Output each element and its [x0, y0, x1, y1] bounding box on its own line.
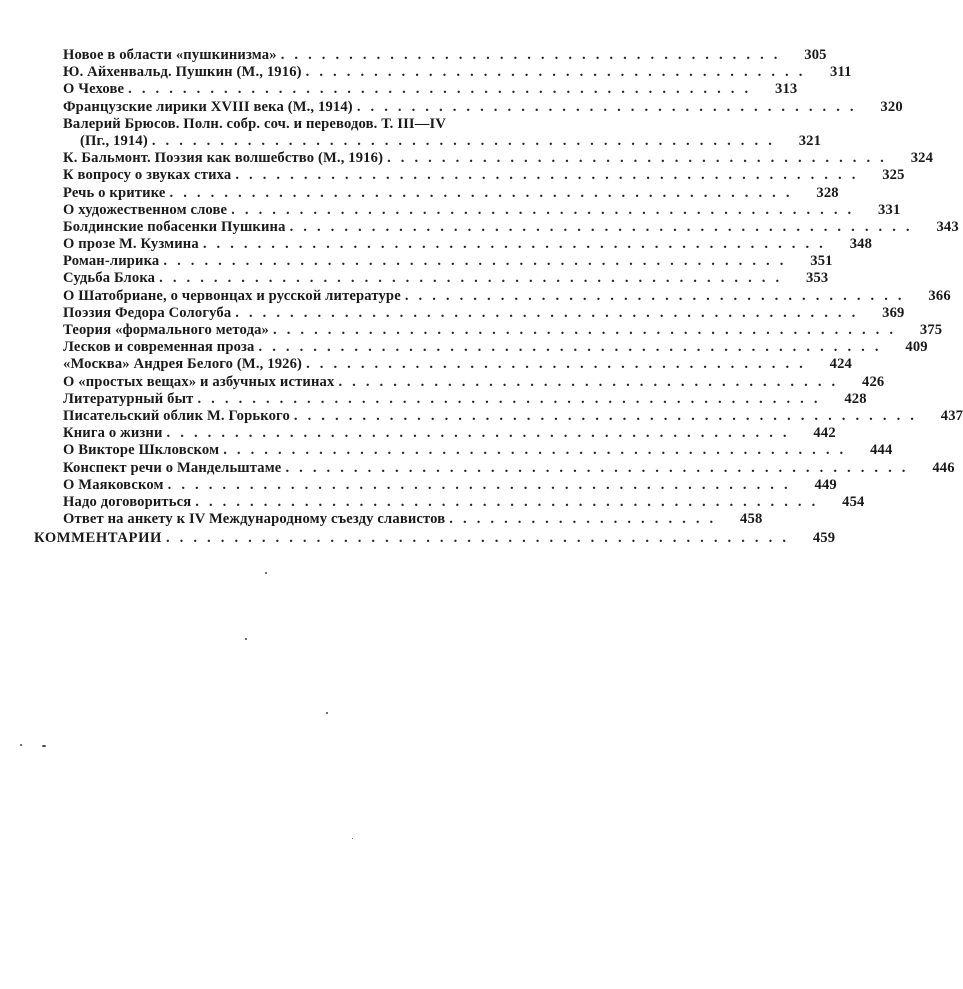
toc-entry	[0, 167, 905, 184]
scan-speck	[245, 638, 247, 640]
toc-entry	[0, 459, 955, 477]
dot-leader: . . . . . . . . . . . . . . . . . . . . . . . . . . . . . . . . . . . . . . . . . . . . . .	[258, 339, 882, 356]
toc-entry-title: «Москва» Андрея Белого (М., 1926)	[63, 356, 303, 373]
toc-entry-page: 348	[849, 236, 873, 253]
toc-entry	[0, 493, 865, 511]
dot-leader: . . . . . . . . . . . . . . . . . . . . . . . . . . . . . . . . . . . . . . . . . . . . . .	[285, 459, 909, 476]
toc-entry-title: КОММЕНТАРИИ	[34, 530, 162, 547]
toc-entry-page: 351	[810, 253, 833, 270]
dot-leader: . . . . . . . . . . . . . . . . . . . . . . . . . . . . . . . . . . . . .	[356, 98, 857, 115]
scan-speck	[42, 745, 46, 747]
toc-entry	[0, 304, 905, 322]
dot-leader: . . . . . . . . . . . . . . . . . . . . . . . . . . . . . . . . . . . . . . . . . . . . . .	[165, 530, 790, 547]
scan-speck	[20, 744, 22, 746]
toc-entry-title: Лесков и современная проза	[63, 339, 255, 356]
dot-leader: . . . . . . . . . . . . . . . . . . . . . . . . . . . . . . . . . . . . . . . . . . . . . .	[235, 304, 859, 321]
toc-entry	[0, 218, 959, 236]
dot-leader: . . . . . . . . . . . . . . . . . . . . . . . . . . . . . . . . . . . . .	[280, 47, 781, 63]
toc-entry-title: Ответ на анкету к IV Международному съезду славистов	[63, 511, 446, 528]
toc-entry	[0, 356, 852, 373]
toc-entry-title: (Пг., 1914)	[80, 132, 148, 149]
toc-entry-page: 311	[830, 64, 852, 81]
toc-entry	[0, 339, 928, 356]
toc-entry	[0, 116, 630, 133]
toc-entry-title: Писательский облик М. Горького	[63, 407, 290, 424]
dot-leader: . . . . . . . . . . . . . . . . . . . . . . . . . . . . . . . . . . . . . . . . . . . . . .	[195, 493, 819, 510]
toc-entry-page: 442	[813, 425, 836, 442]
toc-entry	[0, 442, 893, 459]
dot-leader: . . . . . . . . . . . . . . . . . . . . . . . . . . . . . . . . . . . . . . . . . . . . . .	[235, 167, 859, 184]
toc-entry	[0, 511, 763, 528]
dot-leader: . . . . . . . . . . . . . . . . . . . . . . . . . . . . . . . . . . . . . . . . . . . . . .	[273, 322, 897, 338]
toc-entry-title: Ю. Айхенвальд. Пушкин (М., 1916)	[63, 64, 302, 81]
toc-entry-page: 366	[928, 287, 951, 304]
toc-entry-page: 375	[919, 322, 943, 338]
toc-entry-page: 409	[905, 339, 928, 356]
toc-entry-page: 324	[910, 150, 934, 167]
toc-entry-page: 426	[862, 373, 885, 390]
toc-entry-title: Литературный быт	[63, 390, 194, 407]
toc-entry-title: О Маяковском	[63, 476, 164, 493]
toc-entry-page: 305	[804, 47, 827, 63]
toc-entry-title: О Чехове	[63, 81, 125, 98]
scan-speck	[265, 572, 267, 574]
toc-entry	[0, 476, 837, 494]
toc-entry-title: Роман-лирика	[63, 253, 160, 270]
toc-entry	[0, 287, 951, 305]
dot-leader: . . . . . . . . . . . . . . . . . . . . . . . . . . . . . . . . . . . . . . . . . . . . . .	[169, 184, 793, 201]
toc-entry-title: Надо договориться	[63, 493, 192, 510]
toc-entry-page: 458	[740, 511, 763, 528]
toc-entry-page: 320	[880, 98, 903, 115]
toc-entry-title: Французские лирики XVIII века (М., 1914)	[63, 98, 353, 115]
toc-entry-title: Валерий Брюсов. Полн. собр. соч. и переводов. Т. III—IV	[63, 115, 447, 132]
toc-entry-page: 353	[806, 270, 829, 287]
toc-entry-page: 446	[932, 459, 955, 476]
dot-leader: . . . . . . . . . . . . . . . . . . . . . . . . . . . . . . . . . . . . . . . . . . . . . .	[223, 442, 847, 459]
scan-speck	[326, 712, 328, 714]
toc-entry-continuation	[0, 132, 822, 150]
toc-entry-page: 428	[844, 390, 867, 407]
toc-entry	[0, 201, 901, 219]
toc-entry-title: О художественном слове	[63, 201, 228, 218]
toc-entry-page: 454	[842, 493, 865, 510]
toc-entry-page: 369	[882, 304, 905, 321]
dot-leader: . . . . . . . . . . . . . . . . . . . . . . . . . . . . . . . . . . . . . . . . . . . . . .	[293, 407, 918, 424]
toc-entry-title: О Викторе Шкловском	[63, 442, 220, 459]
toc-entry-title: О «простых вещах» и азбучных истинах	[63, 373, 335, 390]
dot-leader: . . . . . . . . . . . . . . . . . . . . . . . . . . . . . . . . . . . . . . . . . . . . . .	[159, 270, 783, 287]
toc-entry	[0, 270, 829, 287]
toc-entry-title: Конспект речи о Мандельштаме	[63, 459, 282, 476]
toc-entry	[0, 47, 827, 64]
toc-entry-page: 459	[812, 530, 836, 547]
toc-entry-title: Поэзия Федора Сологуба	[63, 304, 232, 321]
toc-entry-title: О прозе М. Кузмина	[63, 236, 199, 253]
dot-leader: . . . . . . . . . . . . . . . . . . . . . . . . . . . . . . . . . . . . . . . . . . . . . .	[167, 476, 791, 493]
toc-entry	[0, 184, 839, 202]
toc-entry-page: 321	[798, 132, 822, 149]
toc-entry-title: Теория «формального метода»	[63, 322, 269, 338]
dot-leader: . . . . . . . . . . . . . . . . . . . . . . . . . . . . . . . . . . . . .	[338, 373, 839, 390]
toc-entry	[0, 322, 943, 339]
dot-leader: . . . . . . . . . . . . . . . . . . . . . . . . . . . . . . . . . . . . . . . . . . . . . .	[166, 425, 790, 442]
toc-entry	[0, 373, 885, 391]
dot-leader: . . . . . . . . . . . . . . . . . . . . . . . . . . . . . . . . . . . . . . . . . . . . . .	[202, 236, 827, 253]
toc-entry-page: 437	[940, 407, 963, 424]
dot-leader: . . . . . . . . . . . . . . . . . . . .	[449, 511, 717, 528]
toc-entry	[0, 236, 873, 253]
toc-entry-title: О Шатобриане, о червонцах и русской литературе	[63, 287, 401, 304]
toc-entry	[0, 98, 903, 116]
toc-entry-page: 325	[882, 167, 905, 184]
toc-entry	[0, 253, 833, 270]
dot-leader: . . . . . . . . . . . . . . . . . . . . . . . . . . . . . . . . . . . . .	[306, 356, 806, 373]
toc-entry-page: 343	[936, 218, 959, 235]
dot-leader: . . . . . . . . . . . . . . . . . . . . . . . . . . . . . . . . . . . . . . . . . . . . . .	[163, 253, 787, 270]
toc-entry-title: Книга о жизни	[63, 425, 163, 442]
dot-leader: . . . . . . . . . . . . . . . . . . . . . . . . . . . . . . . . . . . . . . . . . . . . . .	[151, 132, 776, 149]
toc-entry	[0, 64, 852, 81]
dot-leader: . . . . . . . . . . . . . . . . . . . . . . . . . . . . . . . . . . . . . . . . . . . . . .	[197, 390, 821, 407]
scan-speck	[352, 838, 353, 839]
toc-entry-title: К. Бальмонт. Поэзия как волшебство (М., 1916)	[63, 150, 384, 167]
toc-entry-title: Судьба Блока	[63, 270, 156, 287]
toc-entry-title: Новое в области «пушкинизма»	[63, 47, 277, 63]
toc-entry-title: Речь о критике	[63, 184, 166, 201]
toc-entry	[0, 407, 963, 425]
dot-leader: . . . . . . . . . . . . . . . . . . . . . . . . . . . . . . . . . . . . . . . . . . . . . .	[231, 201, 855, 218]
dot-leader: . . . . . . . . . . . . . . . . . . . . . . . . . . . . . . . . . . . . .	[404, 287, 905, 304]
dot-leader: . . . . . . . . . . . . . . . . . . . . . . . . . . . . . . . . . . . . . . . . . . . . . .	[128, 81, 752, 98]
toc-entry-page: 313	[775, 81, 798, 98]
toc-entry-title: К вопросу о звуках стиха	[63, 167, 232, 184]
toc-entry-page: 444	[870, 442, 893, 459]
toc-entry-page: 328	[816, 184, 839, 201]
toc-entry	[0, 81, 798, 98]
toc-entry-page: 424	[829, 356, 852, 373]
toc-entry-title: Болдинские побасенки Пушкина	[63, 218, 286, 235]
toc-entry	[0, 150, 934, 167]
toc-entry-page: 449	[814, 476, 837, 493]
dot-leader: . . . . . . . . . . . . . . . . . . . . . . . . . . . . . . . . . . . . .	[387, 150, 888, 167]
toc-entry	[0, 425, 836, 442]
dot-leader: . . . . . . . . . . . . . . . . . . . . . . . . . . . . . . . . . . . . .	[305, 64, 806, 81]
table-of-contents	[0, 47, 963, 547]
toc-entry-page: 331	[878, 201, 901, 218]
toc-entry	[0, 390, 867, 408]
toc-entry-commentary	[0, 530, 836, 547]
dot-leader: . . . . . . . . . . . . . . . . . . . . . . . . . . . . . . . . . . . . . . . . . . . . . .	[289, 218, 913, 235]
